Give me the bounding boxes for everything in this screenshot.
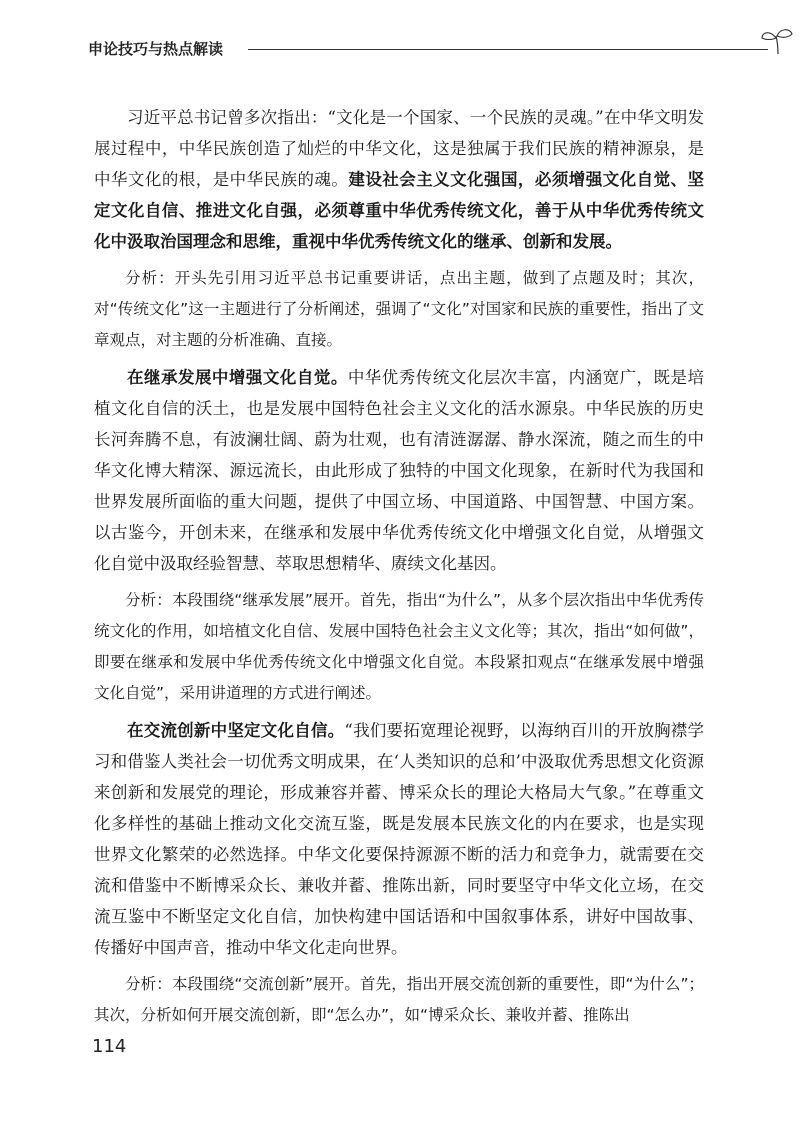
running-header (88, 38, 708, 68)
paragraph-inheritance (94, 362, 704, 579)
inheritance-text: 中华优秀传统文化层次丰富，内涵宽广，既是培植文化自信的沃土，也是发展中国特色社会主义文化的活水源泉。中华民族的历史长河奔腾不息，有波澜壮阔、蔚为壮观，也有清涟潺潺、静水深流，随之而生的中华文化博大精深、源远流长，由此形成了独特的中国文化现象，在新时代为我国和世界发展所面临的重大问题，提供了中国立场、中国道路、中国智慧、中国方案。以古鉴今，开创未来，在继承和发展中华优秀传统文化中增强文化自觉，从增强文化自觉中汲取经验智慧、萃取思想精华、赓续文化基因。 (94, 368, 705, 573)
exchange-heading: 在交流创新中坚定文化自信。 (127, 721, 345, 740)
page-number: 114 (92, 1036, 127, 1057)
page-body (94, 102, 704, 1037)
intro-text: 习近平总书记曾多次指出：“文化是一个国家、一个民族的灵魂。”在中华文明发展过程中，中华民族创造了灿烂的中华文化，这是独属于我们民族的精神源泉，是中华文化的根，是中华民族的魂。 (94, 108, 704, 189)
inheritance-heading: 在继承发展中增强文化自觉。 (127, 368, 348, 387)
sprout-icon (758, 26, 798, 56)
analysis-intro: 分析：开头先引用习近平总书记重要讲话，点出主题，做到了点题及时；其次，对“传统文化”这一主题进行了分析阐述，强调了“文化”对国家和民族的重要性，指出了文章观点，对主题的分析准确、直接。 (94, 269, 704, 349)
header-rule (248, 49, 768, 50)
paragraph-intro (94, 102, 704, 257)
analysis-inheritance: 分析：本段围绕“继承发展”展开。首先，指出“为什么”，从多个层次指出中华优秀传统文化的作用，如培植文化自信、发展中国特色社会主义文化等；其次，指出“如何做”，即要在继承和发展中华优秀传统文化中增强文化自觉。本段紧扣观点“在继承发展中增强文化自觉”，采用讲道理的方式进行阐述。 (94, 591, 704, 702)
header-title: 申论技巧与热点解读 (88, 40, 224, 58)
exchange-text: “我们要拓宽理论视野，以海纳百川的开放胸襟学习和借鉴人类社会一切优秀文明成果，在‘人类知识的总和’中汲取优秀思想文化资源来创新和发展党的理论，形成兼容并蓄、博采众长的理论大格局大气象。”在尊重文化多样性的基础上推动文化交流互鉴，既是发展本民族文化的内在要求，也是实现世界文化繁荣的必然选择。中华文化要保持源源不断的活力和竞争力，就需要在交流和借鉴中不断博采众长、兼收并蓄、推陈出新，同时要坚守中华文化立场，在交流互鉴中不断坚定文化自信，加快构建中国话语和中国叙事体系，讲好中国故事、传播好中国声音，推动中华文化走向世界。 (94, 721, 705, 957)
paragraph-exchange (94, 715, 704, 963)
analysis-exchange: 分析：本段围绕“交流创新”展开。首先，指出开展交流创新的重要性，即“为什么”；其次，分析如何开展交流创新，即“怎么办”，如“博采众长、兼收并蓄、推陈出 (94, 975, 704, 1024)
intro-thesis: 建设社会主义文化强国，必须增强文化自觉、坚定文化自信、推进文化自强，必须尊重中华优秀传统文化，善于从中华优秀传统文化中汲取治国理念和思维，重视中华优秀传统文化的继承、创新和发展。 (94, 170, 705, 251)
